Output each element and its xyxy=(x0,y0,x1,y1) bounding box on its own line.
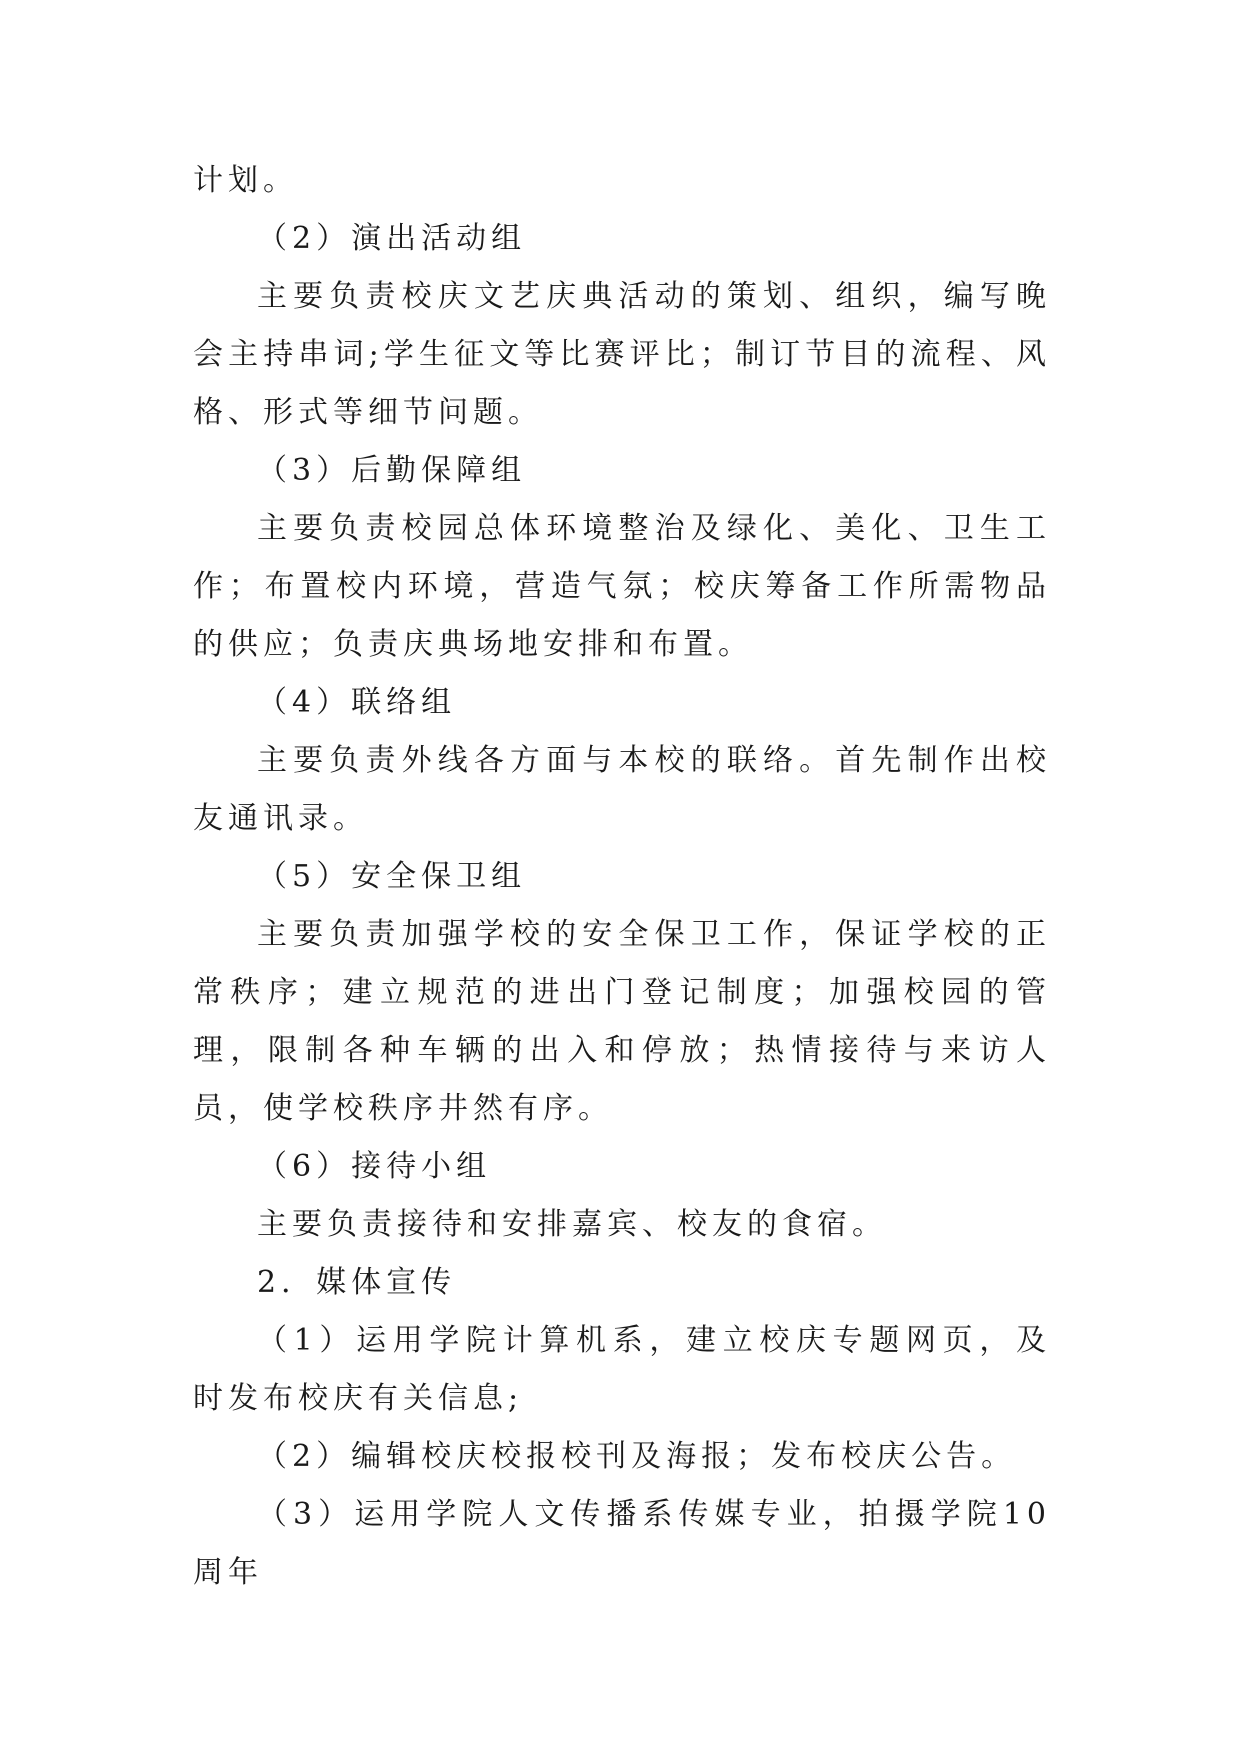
paragraph-media-item-1: （1）运用学院计算机系，建立校庆专题网页，及时发布校庆有关信息; xyxy=(193,1323,1051,1416)
paragraph-reception-group: 主要负责接待和安排嘉宾、校友的食宿。 xyxy=(257,1207,887,1242)
paragraph-liaison-group: 主要负责外线各方面与本校的联络。首先制作出校友通讯录。 xyxy=(193,743,1051,836)
section-heading-reception-group: （6）接待小组 xyxy=(257,1149,492,1184)
section-heading-security-group: （5）安全保卫组 xyxy=(257,859,527,894)
paragraph-media-item-2: （2）编辑校庆校报校刊及海报；发布校庆公告。 xyxy=(257,1439,1017,1474)
paragraph-security-group: 主要负责加强学校的安全保卫工作，保证学校的正常秩序；建立规范的进出门登记制度；加强校园的管理，限制各种车辆的出入和停放；热情接待与来访人员，使学校秩序井然有序。 xyxy=(193,917,1051,1126)
section-heading-logistics-group: （3）后勤保障组 xyxy=(257,453,527,488)
paragraph-logistics-group: 主要负责校园总体环境整治及绿化、美化、卫生工作；布置校内环境，营造气氛；校庆筹备工作所需物品的供应；负责庆典场地安排和布置。 xyxy=(193,511,1051,662)
paragraph-media-item-3: （3）运用学院人文传播系传媒专业，拍摄学院10周年 xyxy=(193,1497,1051,1590)
document-body xyxy=(193,152,1051,1602)
paragraph-performance-group: 主要负责校庆文艺庆典活动的策划、组织，编写晚会主持串词;学生征文等比赛评比；制订节目的流程、风格、形式等细节问题。 xyxy=(193,279,1051,430)
section-heading-liaison-group: （4）联络组 xyxy=(257,685,457,720)
section-heading-media: 2．媒体宣传 xyxy=(257,1265,457,1300)
paragraph-continuation: 计划。 xyxy=(193,163,298,198)
section-heading-performance-group: （2）演出活动组 xyxy=(257,221,527,256)
